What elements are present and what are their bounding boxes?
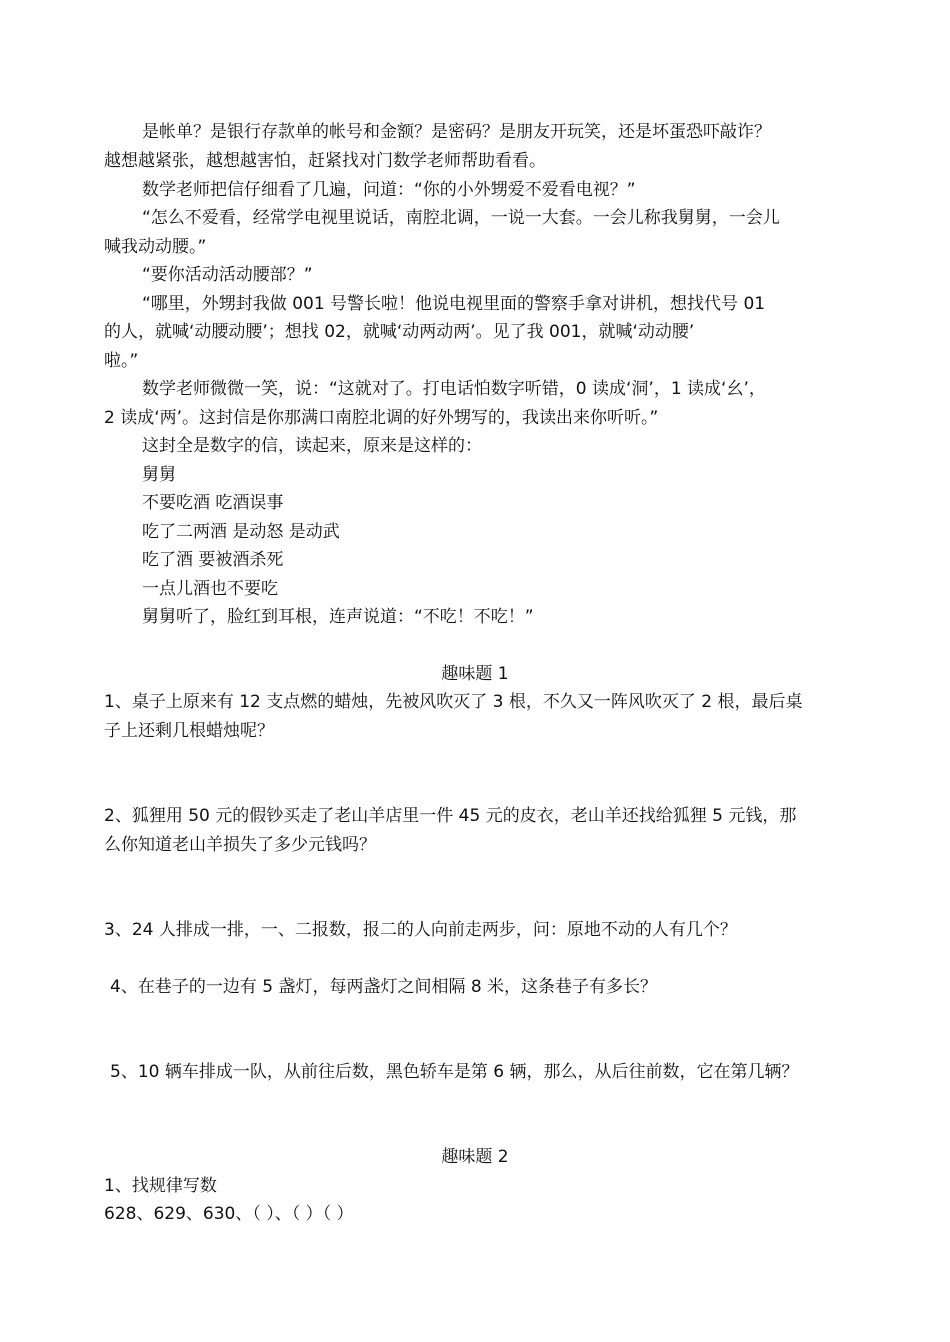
letter-line: 舅舅 <box>142 465 176 485</box>
question-1-line-2: 子上还剩几根蜡烛呢？ <box>104 721 274 741</box>
story-line: “要你活动活动腰部？” <box>142 265 313 285</box>
question-1-line-1: 1、桌子上原来有 12 支点燃的蜡烛，先被风吹灭了 3 根，不久又一阵风吹灭了 2 根，最后桌 <box>104 692 803 712</box>
letter-line: 吃了二两酒 是动怒 是动武 <box>142 522 340 542</box>
story-line: “怎么不爱看，经常学电视里说话，南腔北调，一说一大套。一会儿称我舅舅，一会儿 <box>142 208 780 228</box>
story-line: 越想越紧张，越想越害怕，赶紧找对门数学老师帮助看看。 <box>104 151 546 171</box>
story-line: 舅舅听了，脸红到耳根，连声说道：“不吃！不吃！” <box>142 607 534 627</box>
story-line: 喊我动动腰。” <box>104 237 207 257</box>
letter-line: 不要吃酒 吃酒误事 <box>142 493 284 513</box>
story-line: 这封全是数字的信，读起来，原来是这样的： <box>142 436 482 456</box>
number-sequence: 628、629、630、（ ）、（ ）（ ） <box>104 1204 354 1224</box>
question-2-line-1: 2、狐狸用 50 元的假钞买走了老山羊店里一件 45 元的皮衣，老山羊还找给狐狸 5 元钱，那 <box>104 806 797 826</box>
question-4: 4、在巷子的一边有 5 盏灯，每两盏灯之间相隔 8 米，这条巷子有多长？ <box>110 977 658 997</box>
story-line: 2 读成‘两’。这封信是你那满口南腔北调的好外甥写的，我读出来你听听。” <box>104 408 659 428</box>
section-title: 趣味题 2 <box>441 1147 509 1167</box>
question-1: 1、找规律写数 <box>104 1176 217 1196</box>
question-5: 5、10 辆车排成一队，从前往后数，黑色轿车是第 6 辆，那么，从后往前数，它在第几辆？ <box>110 1062 799 1082</box>
story-line: 数学老师把信仔细看了几遍，问道：“你的小外甥爱不爱看电视？” <box>142 180 636 200</box>
letter-line: 吃了酒 要被酒杀死 <box>142 550 284 570</box>
letter-line: 一点儿酒也不要吃 <box>142 579 278 599</box>
story-line: 啦。” <box>104 351 139 371</box>
story-line: 的人，就喊‘动腰动腰’；想找 02，就喊‘动两动两’。见了我 001，就喊‘动动腰’ <box>104 322 695 342</box>
story-line: 数学老师微微一笑，说：“这就对了。打电话怕数字听错，0 读成‘洞’，1 读成‘幺’， <box>142 379 766 399</box>
section-title: 趣味题 1 <box>441 664 509 684</box>
question-3: 3、24 人排成一排，一、二报数，报二的人向前走两步，问：原地不动的人有几个？ <box>104 920 737 940</box>
question-2-line-2: 么你知道老山羊损失了多少元钱吗？ <box>104 835 376 855</box>
story-line: “哪里，外甥封我做 001 号警长啦！他说电视里面的警察手拿对讲机，想找代号 01 <box>142 294 766 314</box>
story-line: 是帐单？是银行存款单的帐号和金额？是密码？是朋友开玩笑，还是坏蛋恐吓敲诈？ <box>142 122 771 142</box>
